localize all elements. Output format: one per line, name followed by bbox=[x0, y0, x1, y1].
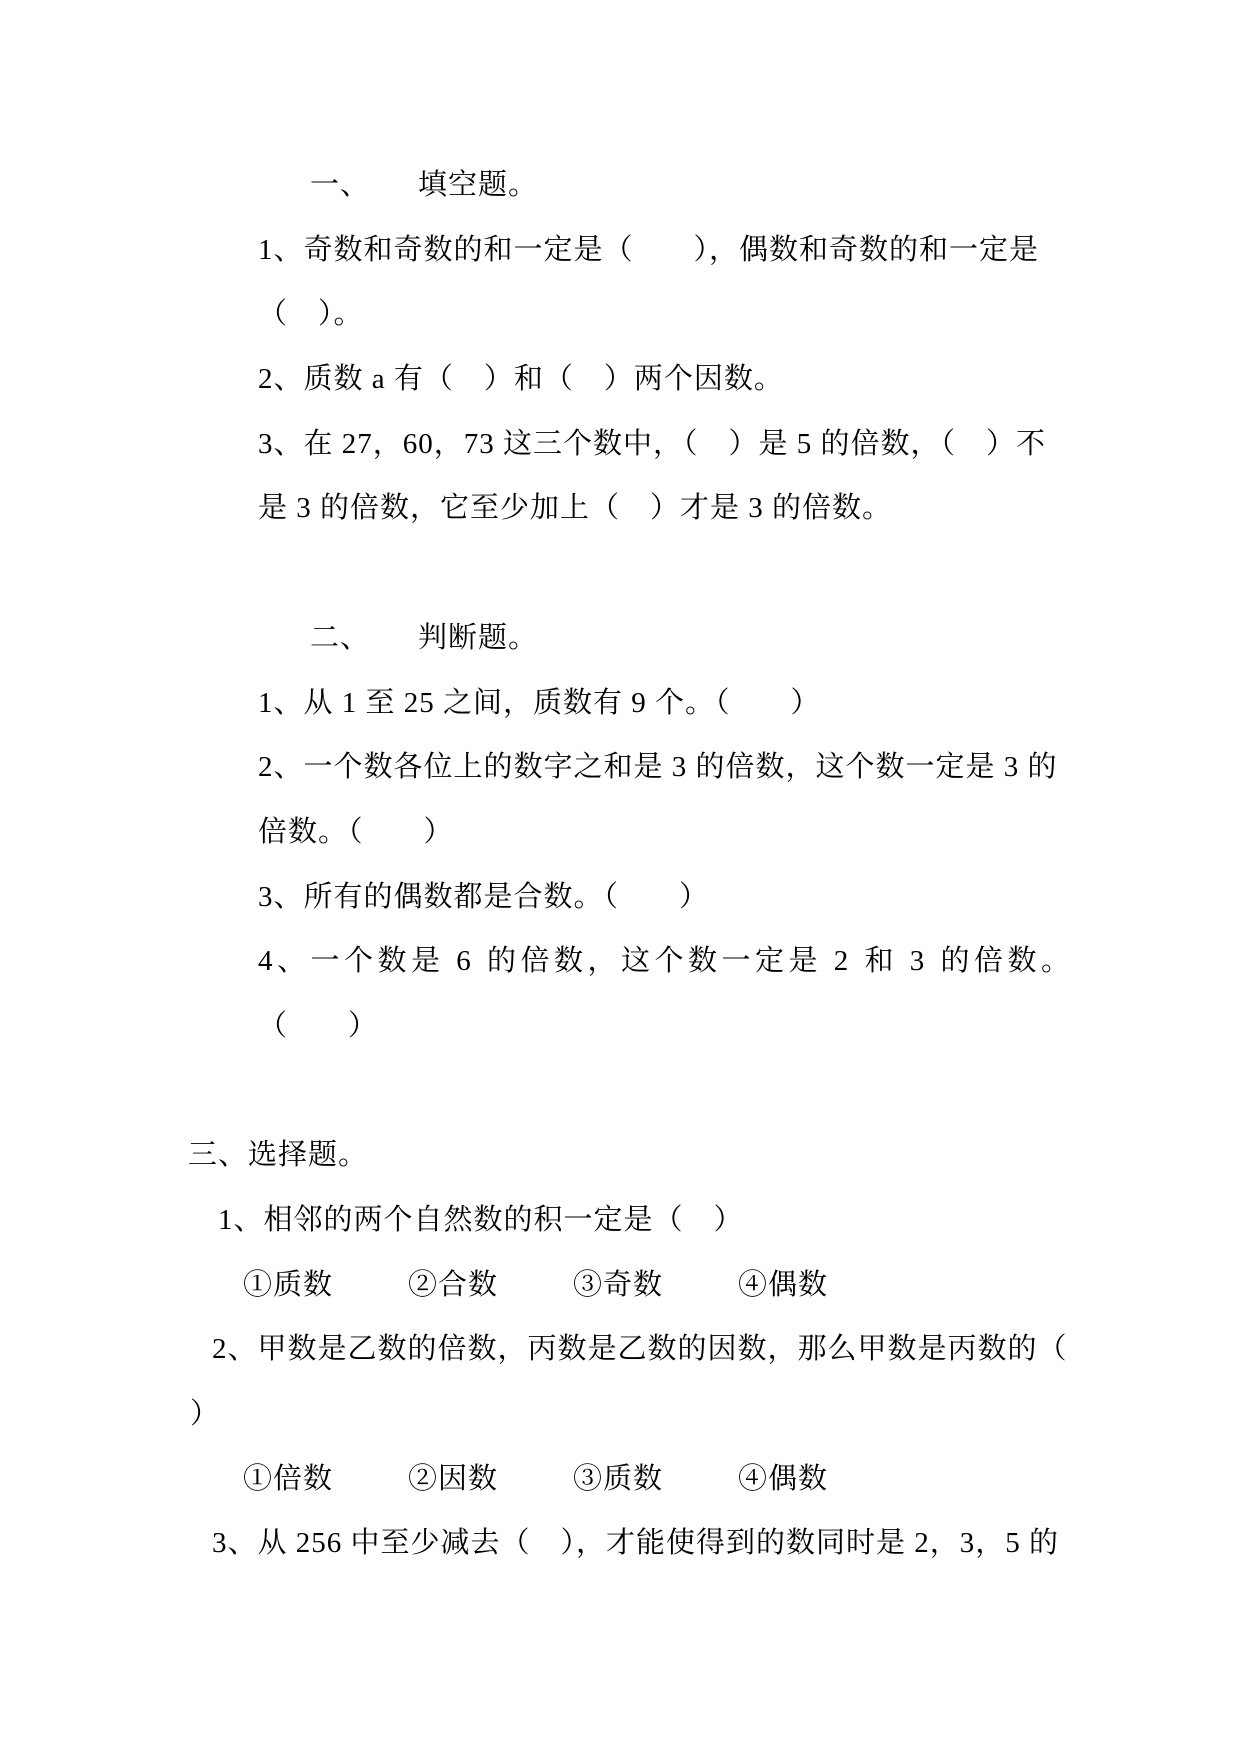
choice-q1-option-3: ③奇数 bbox=[573, 1268, 664, 1301]
fill-q1-line1: 1、奇数和奇数的和一定是（ ），偶数和奇数的和一定是 bbox=[258, 233, 1040, 266]
fill-q2: 2、质数 a 有（ ）和（ ）两个因数。 bbox=[258, 363, 784, 396]
fill-q1-line2: （ ）。 bbox=[258, 298, 364, 331]
choice-q1: 1、相邻的两个自然数的积一定是（ ） bbox=[218, 1204, 744, 1236]
choice-q2-option-4: ④偶数 bbox=[738, 1462, 829, 1495]
choice-q3: 3、从 256 中至少减去（ ），才能使得到的数同时是 2，3，5 的 bbox=[212, 1527, 1060, 1560]
section-fill-title: 填空题。 bbox=[418, 169, 539, 201]
blank-line-1 bbox=[0, 541, 1241, 606]
fill-q3-line1: 3、在 27，60，73 这三个数中，（ ）是 5 的倍数，（ ）不 bbox=[258, 427, 1047, 460]
choice-q1-options bbox=[243, 1253, 1241, 1318]
judge-q2-line2: 倍数。（ ） bbox=[258, 815, 454, 848]
choice-q1-option-4: ④偶数 bbox=[738, 1268, 829, 1301]
judge-q2-line1: 2、一个数各位上的数字之和是 3 的倍数，这个数一定是 3 的 bbox=[258, 751, 1058, 784]
section-judge-number: 二、 bbox=[310, 621, 371, 654]
section-choice-heading: 三、选择题。 bbox=[188, 1139, 369, 1172]
section-fill-heading bbox=[310, 153, 1241, 218]
choice-q2-option-2: ②因数 bbox=[408, 1462, 499, 1495]
choice-q2-option-3: ③质数 bbox=[573, 1462, 664, 1495]
judge-q4-line1: 4、一个数是 6 的倍数，这个数一定是 2 和 3 的倍数。 bbox=[258, 945, 1075, 978]
section-fill-number: 一、 bbox=[310, 169, 371, 201]
judge-q4-line2: （ ） bbox=[258, 1009, 379, 1042]
section-judge-title: 判断题。 bbox=[418, 621, 539, 654]
fill-q3-line2: 是 3 的倍数，它至少加上（ ）才是 3 的倍数。 bbox=[258, 492, 893, 525]
choice-q2-line1: 2、甲数是乙数的倍数，丙数是乙数的因数，那么甲数是丙数的（ bbox=[212, 1333, 1068, 1366]
choice-q2-option-1: ①倍数 bbox=[243, 1462, 334, 1495]
choice-q1-option-2: ②合数 bbox=[408, 1268, 499, 1301]
judge-q3: 3、所有的偶数都是合数。（ ） bbox=[258, 880, 710, 913]
section-judge-heading bbox=[310, 606, 1241, 671]
choice-q2-line2: ） bbox=[190, 1398, 221, 1431]
choice-q2-options bbox=[243, 1447, 1241, 1512]
judge-q1: 1、从 1 至 25 之间，质数有 9 个。（ ） bbox=[258, 686, 821, 719]
choice-q1-option-1: ①质数 bbox=[243, 1268, 334, 1301]
blank-line-2 bbox=[0, 1059, 1241, 1124]
